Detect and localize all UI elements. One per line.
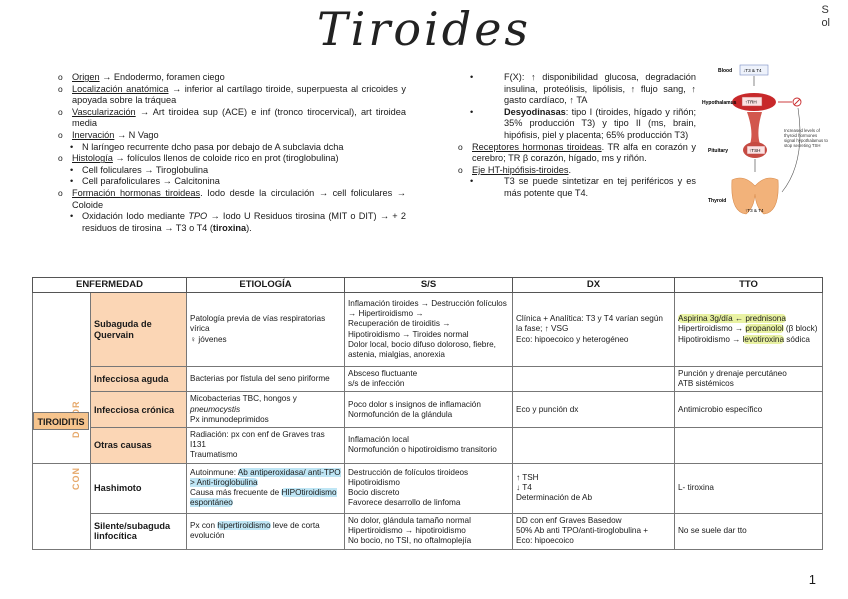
item-formacion: o Formación hormonas tiroideas. Iodo desde la circulación → cell foliculares → Coloide: [56, 188, 406, 211]
inhibit-slash: [794, 99, 800, 105]
cell-ss: Poco dolor s insignos de inflamación Normofunción de la glándula: [345, 392, 513, 428]
header-ss: S/S: [345, 278, 513, 293]
corner-line-2: ol: [821, 17, 830, 29]
feedback-note-box: [784, 128, 828, 170]
corner-note: [821, 4, 830, 30]
side-label-con: CON: [71, 466, 81, 490]
header-etiologia: ETIOLOGÍA: [187, 278, 345, 293]
table-header-row: [33, 278, 823, 293]
group-cell-tiroiditis: [33, 293, 91, 490]
item-inervacion: o Inervación → N Vago: [56, 130, 406, 142]
subitem-inervacion: • N laríngeo recurrente dcho pasa por debajo de A subclavia dcha: [56, 142, 406, 154]
cell-dx: [513, 428, 675, 464]
cell-etio: Px con hipertiroidismo leve de corta evolución: [187, 513, 345, 549]
label-tsh: ↑TSH: [749, 148, 761, 153]
cell-ss: Absceso fluctuante s/s de infección: [345, 367, 513, 392]
feedback-note: Increased levels of thyroid hormones signal hypothalamus to stop secreting TSH: [784, 128, 828, 148]
disease-otras-causas: Otras causas: [91, 428, 187, 464]
cell-dx: [513, 367, 675, 392]
cell-etio: Micobacterias TBC, hongos y pneumocystis Px inmunodeprimidos: [187, 392, 345, 428]
page-title: Tiroides: [316, 2, 532, 56]
cell-etio: Autoinmune: Ab antiperoxidasa/ anti-TPO > Anti-tiroglobulina Causa más frecuente de HIPOtiroidismo espontáneo: [187, 463, 345, 513]
header-enfermedad: ENFERMEDAD: [33, 278, 187, 293]
item-vascularizacion: o Vascularización → Art tiroidea sup (ACE) e inf (tronco tirocervical), art tiroidea media: [56, 107, 406, 130]
label-trh: ↑TRH: [745, 99, 757, 105]
table-row: [33, 367, 823, 392]
cell-tto: No se suele dar tto: [675, 513, 823, 549]
header-tto: TTO: [675, 278, 823, 293]
label-blood: Blood: [718, 68, 733, 74]
cell-dx: ↑ TSH ↓ T4 Determinación de Ab: [513, 463, 675, 513]
page-number: 1: [808, 572, 816, 587]
empty-group-cell: [33, 513, 91, 549]
cell-ss: No dolor, glándula tamaño normal Hipertiroidismo → hipotiroidismo No bocio, no TSI, no oftalmoplejía: [345, 513, 513, 549]
label-blood-box: ↓T3 & T4: [743, 68, 762, 73]
item-receptores: o Receptores hormonas tiroideas. TR alfa en corazón y cerebro; TR β corazón, hígado, ms y riñón.: [456, 142, 696, 165]
item-fx: • F(X): ↑ disponibilidad glucosa, degradación insulina, proteólisis, lipólisis, ↑ flujo sang, ↑ gasto cardíaco, ↑ TA: [456, 72, 696, 107]
label-hypothalamus: Hypothalamus: [702, 100, 737, 106]
cell-dx: Eco y punción dx: [513, 392, 675, 428]
table-row: [33, 293, 823, 367]
cell-etio: Bacterias por fístula del seno piriforme: [187, 367, 345, 392]
item-desyodinasas: • Desyodinasas: tipo I (tiroides, hígado y riñón; 35% producción T3) y tipo II (ms, brain, hipófisis, piel y placenta; 65% producción T3): [456, 107, 696, 142]
disease-infecciosa-cronica: Infecciosa crónica: [91, 392, 187, 428]
cell-dx: Clínica + Analítica: T3 y T4 varían según la fase; ↑ VSG Eco: hipoecoico y heterogéneo: [513, 293, 675, 367]
table-row: [33, 392, 823, 428]
pituitary-stalk: [747, 112, 762, 144]
tiroiditis-table: [32, 277, 823, 550]
disease-quervain: Subaguda de Quervain: [91, 293, 187, 367]
item-eje: o Eje HT-hipófisis-tiroides.: [456, 165, 696, 177]
thyroid-axis-diagram: [702, 62, 828, 228]
left-column: [56, 72, 406, 234]
label-pituitary: Pituitary: [708, 148, 729, 154]
cell-dx: DD con enf Graves Basedow 50% Ab anti TPO/anti-tiroglobulina + Eco: hipoecoico: [513, 513, 675, 549]
disease-silente: Silente/subaguda linfocítica: [91, 513, 187, 549]
label-t3t4: ↑T3 & T4: [745, 208, 764, 213]
table-row: [33, 463, 823, 513]
cell-tto: [675, 428, 823, 464]
cell-ss: Destrucción de folículos tiroideos Hipotiroidismo Bocio discreto Favorece desarrollo de linfoma: [345, 463, 513, 513]
cell-tto: L- tiroxina: [675, 463, 823, 513]
empty-group-cell: [33, 463, 91, 513]
table-row: [33, 428, 823, 464]
disease-hashimoto: Hashimoto: [91, 463, 187, 513]
cell-tto: Antimicrobio específico: [675, 392, 823, 428]
cell-tto: Aspirina 3g/día ← prednisona Hipertiroidismo → propanolol (β block) Hipotiroidismo → levotiroxina sódica: [675, 293, 823, 367]
cell-ss: Inflamación tiroides → Destrucción folículos → Hipertiroidismo → Recuperación de tiroiditis → Hipotiroidismo → Tiroides normal Dolor local, bocio difuso doloroso, fiebre, astenia, mialgias, anorexia: [345, 293, 513, 367]
item-histologia: o Histología → folículos llenos de coloide rico en prot (tiroglobulina): [56, 153, 406, 165]
right-column: [456, 72, 696, 200]
item-localizacion: o Localización anatómica → inferior al cartílago tiroide, superpuesta al cricoides y apoyada sobre la tráquea: [56, 84, 406, 107]
subitem-formacion: • Oxidación Iodo mediante TPO → Iodo U Residuos tirosina (MIT o DIT) → + 2 residuos de tirosina → T3 o T4 (tiroxina).: [56, 211, 406, 234]
cell-ss: Inflamación local Normofunción o hipotiroidismo transitorio: [345, 428, 513, 464]
group-label-tiroiditis: TIROIDITIS: [33, 412, 89, 430]
cell-etio: Patología previa de vías respiratorias vírica ♀ jóvenes: [187, 293, 345, 367]
cell-tto: Punción y drenaje percutáneo ATB sistémicos: [675, 367, 823, 392]
disease-infecciosa-aguda: Infecciosa aguda: [91, 367, 187, 392]
cell-etio: Radiación: px con enf de Graves tras I131 Traumatismo: [187, 428, 345, 464]
corner-line-1: S: [821, 4, 829, 16]
label-thyroid: Thyroid: [708, 198, 727, 204]
subitem-histologia-1: • Cell foliculares → Tiroglobulina: [56, 165, 406, 177]
item-origen: o Origen → Endodermo, foramen ciego: [56, 72, 406, 84]
table-row: [33, 513, 823, 549]
subitem-histologia-2: • Cell parafoliculares → Calcitonina: [56, 176, 406, 188]
subitem-eje: • T3 se puede sintetizar en tej periféricos y es más potente que T4.: [456, 176, 696, 199]
header-dx: DX: [513, 278, 675, 293]
